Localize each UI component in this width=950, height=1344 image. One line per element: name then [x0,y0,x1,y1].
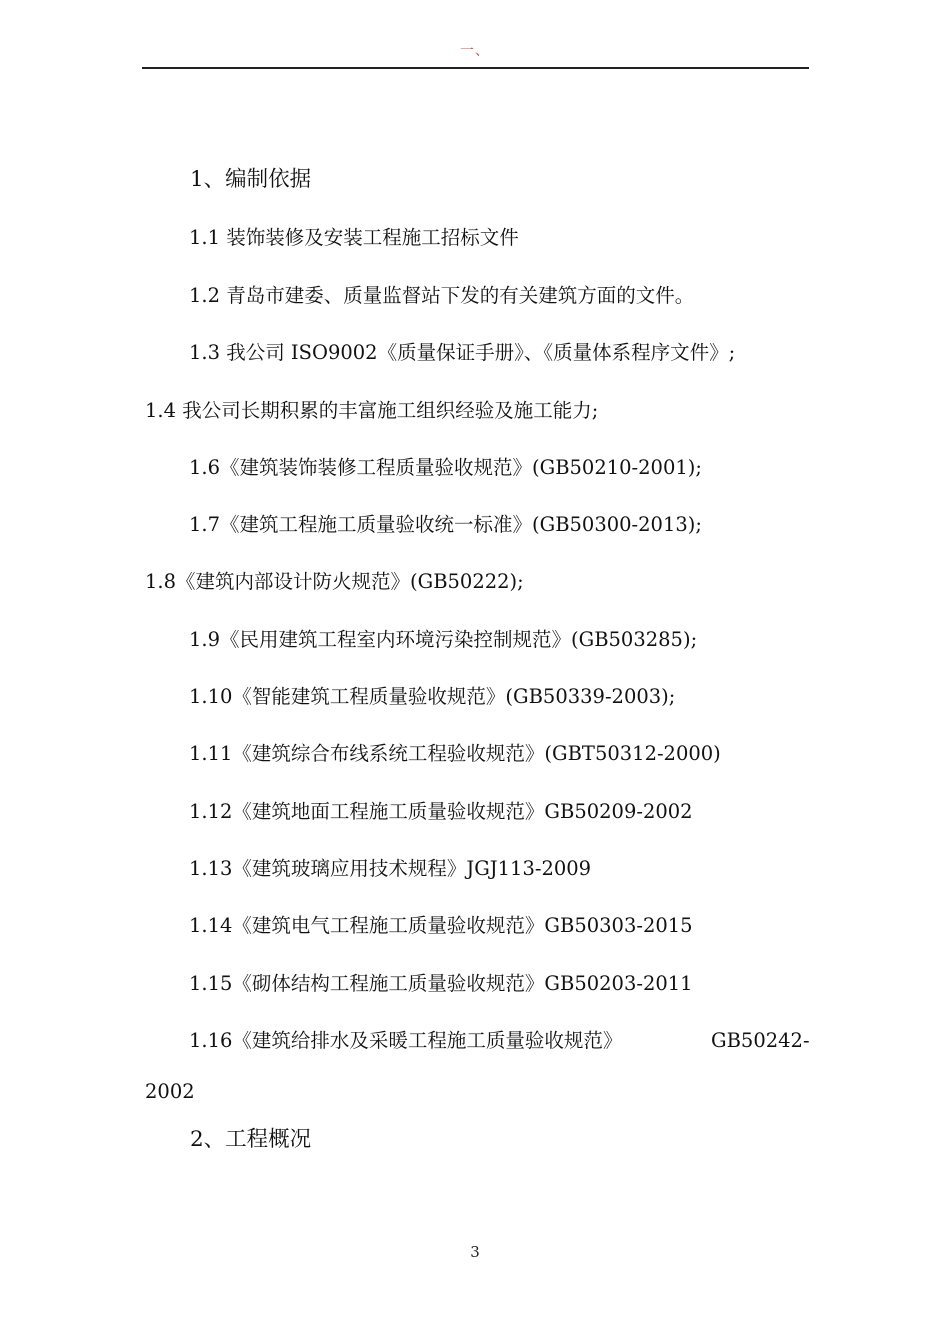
header-rule [142,67,809,69]
page-number: 3 [470,1243,480,1261]
header-mark: 一、 [460,43,490,59]
basis-item-1-13: 1.13《建筑玻璃应用技术规程》JGJ113-2009 [189,857,592,880]
basis-item-1-16-code: GB50242- [711,1029,810,1052]
basis-item-1-10: 1.10《智能建筑工程质量验收规范》(GB50339-2003); [189,685,676,708]
basis-item-1-3: 1.3 我公司 ISO9002《质量保证手册》、《质量体系程序文件》; [189,341,736,364]
basis-item-1-16-code-continued: 2002 [145,1080,195,1103]
basis-item-1-12: 1.12《建筑地面工程施工质量验收规范》GB50209-2002 [189,800,693,823]
basis-item-1-15: 1.15《砌体结构工程施工质量验收规范》GB50203-2011 [189,972,693,995]
basis-item-1-14: 1.14《建筑电气工程施工质量验收规范》GB50303-2015 [189,914,693,937]
basis-item-1-7: 1.7《建筑工程施工质量验收统一标准》(GB50300-2013); [189,513,702,536]
basis-item-1-16-title: 1.16《建筑给排水及采暖工程施工质量验收规范》 [189,1029,623,1052]
section-heading-overview: 2、工程概况 [190,1127,312,1152]
basis-item-1-9: 1.9《民用建筑工程室内环境污染控制规范》(GB503285); [189,628,698,651]
basis-item-1-4: 1.4 我公司长期积累的丰富施工组织经验及施工能力; [145,399,599,422]
basis-item-1-6: 1.6《建筑装饰装修工程质量验收规范》(GB50210-2001); [189,456,702,479]
basis-item-1-2: 1.2 青岛市建委、质量监督站下发的有关建筑方面的文件。 [189,284,695,307]
basis-item-1-11: 1.11《建筑综合布线系统工程验收规范》(GBT50312-2000) [189,742,721,765]
basis-item-1-8: 1.8《建筑内部设计防火规范》(GB50222); [145,570,524,593]
section-heading-basis: 1、编制依据 [190,167,312,192]
basis-item-1-1: 1.1 装饰装修及安装工程施工招标文件 [189,226,519,249]
